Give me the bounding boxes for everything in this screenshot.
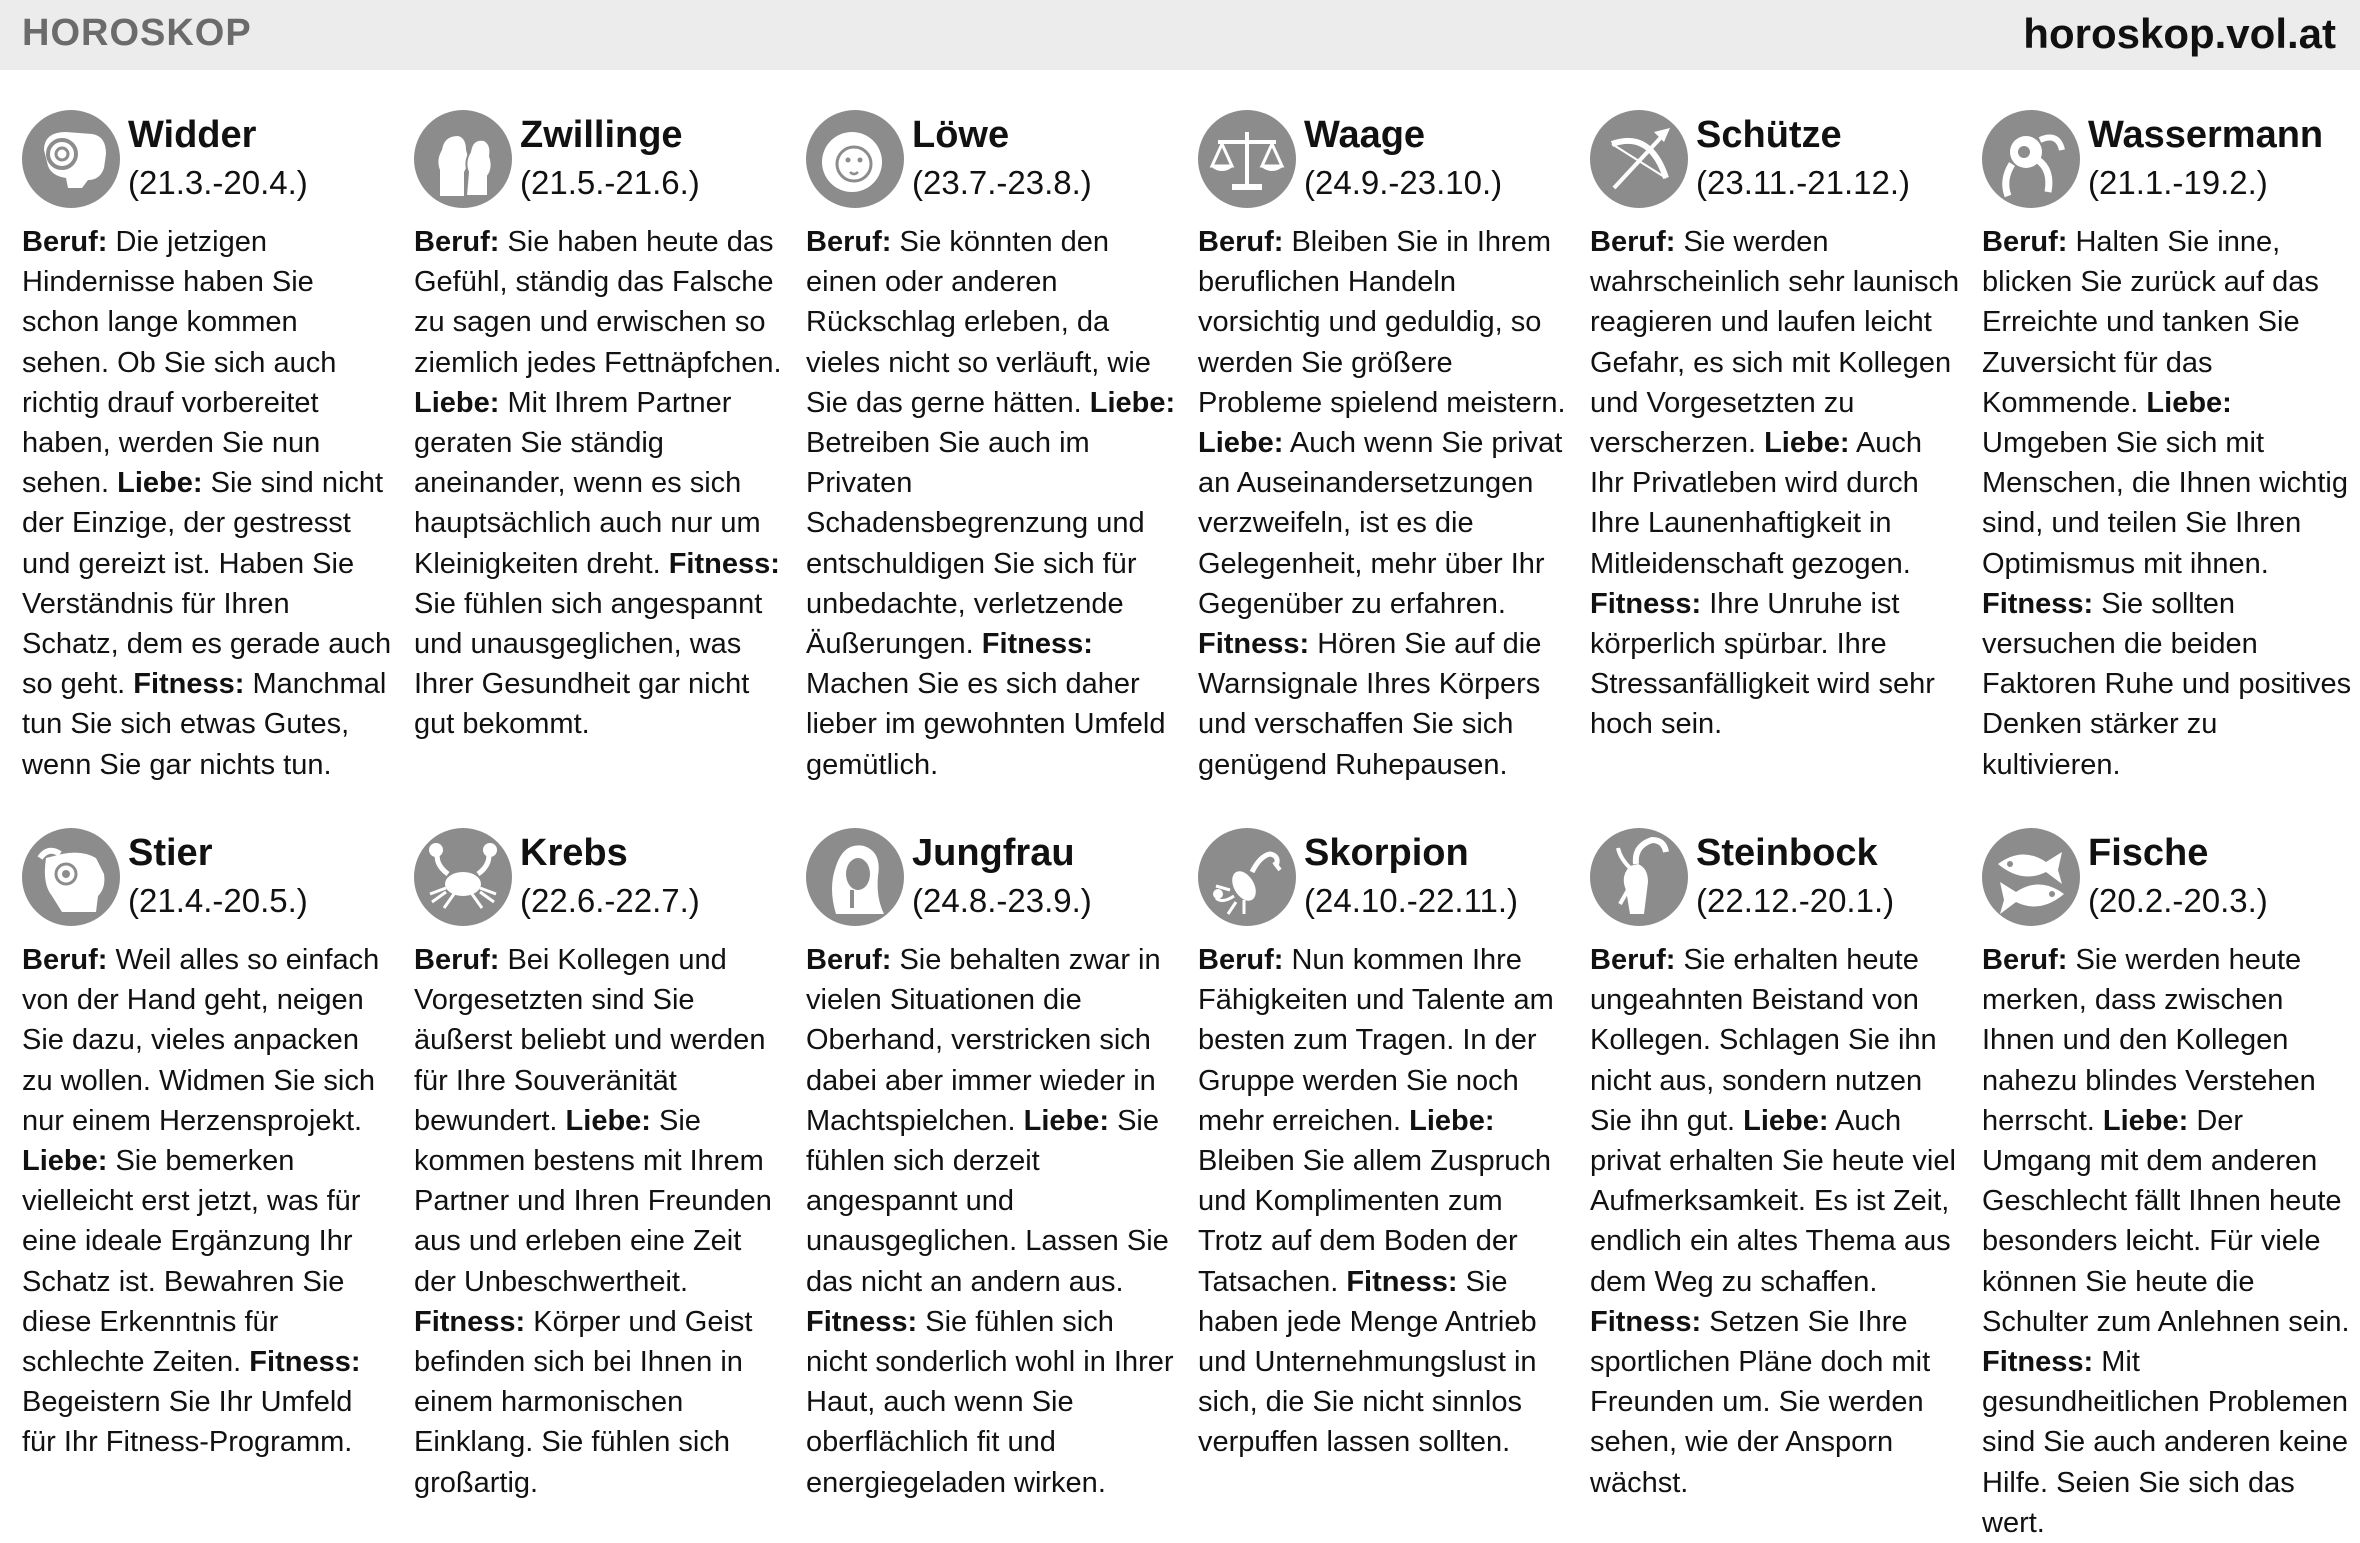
sign-text xyxy=(22,940,392,1463)
fitness-label: Fitness: xyxy=(133,668,245,701)
sign-name: Jungfrau xyxy=(912,832,1075,874)
liebe-label: Liebe: xyxy=(1198,427,1284,460)
liebe-text: Auch wenn Sie privat an Auseinandersetzungen verzweifeln, ist es die Gelegenheit, mehr über Ihr Gegenüber zu erfahren. xyxy=(1198,427,1563,620)
bull-icon xyxy=(22,828,120,926)
sign-dates: (22.12.-20.1.) xyxy=(1696,882,1895,919)
sign-card-steinbock xyxy=(1590,828,1960,1503)
sign-text xyxy=(414,222,784,745)
sign-card-skorpion xyxy=(1198,828,1568,1463)
beruf-label: Beruf: xyxy=(806,226,892,258)
sign-name: Stier xyxy=(128,832,213,874)
liebe-text: Mit Ihrem Partner geraten Sie ständig aneinander, wenn es sich hauptsächlich auch nur um Kleinigkeiten dreht. xyxy=(414,386,761,580)
crab-icon xyxy=(414,828,512,926)
scales-icon xyxy=(1198,110,1296,208)
fitness-label: Fitness: xyxy=(1590,587,1702,620)
fitness-text: Setzen Sie Ihre sportlichen Pläne doch mit Freunden um. Sie werden sehen, wie der Ansporn wächst. xyxy=(1590,1305,1931,1499)
beruf-label: Beruf: xyxy=(1590,944,1676,976)
beruf-text: Sie könnten den einen oder anderen Rückschlag erleben, da vieles nicht so verläuft, wie Sie das gerne hätten. xyxy=(806,226,1151,419)
sign-text xyxy=(1198,222,1568,785)
lion-icon xyxy=(806,110,904,208)
fitness-text: Manchmal tun Sie sich etwas Gutes, wenn Sie gar nichts tun. xyxy=(22,668,387,781)
twins-icon xyxy=(414,110,512,208)
fitness-label: Fitness: xyxy=(249,1346,361,1379)
liebe-label: Liebe: xyxy=(1764,427,1850,460)
sign-card-wassermann xyxy=(1982,110,2352,785)
sign-text xyxy=(22,222,392,785)
liebe-label: Liebe: xyxy=(414,386,500,419)
fitness-label: Fitness: xyxy=(1982,1346,2094,1379)
beruf-label: Beruf: xyxy=(1590,226,1676,258)
scorpion-icon xyxy=(1198,828,1296,926)
fitness-text: Ihre Unruhe ist körperlich spürbar. Ihre Stressanfälligkeit wird sehr hoch sein. xyxy=(1590,587,1935,741)
liebe-label: Liebe: xyxy=(1023,1104,1110,1137)
site-link[interactable]: horoskop.vol.at xyxy=(2023,10,2336,57)
sign-name: Steinbock xyxy=(1696,832,1878,874)
sign-text xyxy=(414,940,784,1503)
beruf-text: Sie werden heute merken, dass zwischen Ihnen und den Kollegen nahezu blindes Verstehen herrscht. xyxy=(1982,944,2316,1137)
sign-dates: (21.3.-20.4.) xyxy=(128,164,308,201)
liebe-text: Sie bemerken vielleicht erst jetzt, was für eine ideale Ergänzung Ihr Schatz ist. Bewahren Sie diese Erkenntnis für schlechte Zeiten. xyxy=(22,1145,361,1379)
sign-text xyxy=(1982,940,2352,1543)
liebe-text: Sie fühlen sich derzeit angespannt und unausgeglichen. Lassen Sie das nicht an andern aus. xyxy=(806,1104,1169,1298)
liebe-label: Liebe: xyxy=(117,467,203,500)
liebe-label: Liebe: xyxy=(1743,1104,1829,1137)
fitness-label: Fitness: xyxy=(414,1305,526,1338)
sign-dates: (24.10.-22.11.) xyxy=(1304,882,1519,919)
fitness-label: Fitness: xyxy=(668,547,780,580)
sign-text xyxy=(1982,222,2352,785)
beruf-text: Die jetzigen Hindernisse haben Sie schon lange kommen sehen. Ob Sie sich auch richtig drauf vorbereitet haben, werden Sie nun sehen. xyxy=(22,226,337,500)
virgin-icon xyxy=(806,828,904,926)
fish-icon xyxy=(1982,828,2080,926)
liebe-text: Auch Ihr Privatleben wird durch Ihre Launenhaftigkeit in Mitleidenschaft gezogen. xyxy=(1590,427,1923,580)
beruf-label: Beruf: xyxy=(414,226,500,258)
sign-name: Schütze xyxy=(1696,114,1842,156)
sign-name: Löwe xyxy=(912,114,1010,156)
sign-text xyxy=(806,940,1176,1503)
sign-card-jungfrau xyxy=(806,828,1176,1503)
beruf-text: Sie werden wahrscheinlich sehr launisch reagieren und laufen leicht Gefahr, es sich mit Kollegen und Vorgesetzten zu verscherzen. xyxy=(1590,226,1960,460)
sign-dates: (21.5.-21.6.) xyxy=(520,164,700,201)
sign-card-loewe xyxy=(806,110,1176,785)
sign-text xyxy=(1590,222,1960,745)
sign-card-zwillinge xyxy=(414,110,784,745)
fitness-text: Mit gesundheitlichen Problemen sind Sie auch anderen keine Hilfe. Seien Sie sich das wert. xyxy=(1982,1346,2348,1539)
sign-card-schuetze xyxy=(1590,110,1960,745)
sign-dates: (21.4.-20.5.) xyxy=(128,882,308,919)
fitness-label: Fitness: xyxy=(981,628,1093,661)
beruf-text: Halten Sie inne, blicken Sie zurück auf das Erreichte und tanken Sie Zuversicht für das Kommende. xyxy=(1982,226,2319,419)
beruf-label: Beruf: xyxy=(414,944,500,976)
liebe-label: Liebe: xyxy=(22,1145,108,1178)
beruf-label: Beruf: xyxy=(1982,944,2068,976)
sign-card-fische xyxy=(1982,828,2352,1543)
liebe-text: Der Umgang mit dem anderen Geschlecht fällt Ihnen heute besonders leicht. Für viele können Sie heute die Schulter zum Anlehnen sein. xyxy=(1982,1104,2350,1338)
beruf-label: Beruf: xyxy=(806,944,892,976)
sign-dates: (20.2.-20.3.) xyxy=(2088,882,2268,919)
liebe-label: Liebe: xyxy=(1089,386,1176,419)
sign-name: Krebs xyxy=(520,832,628,874)
goat-icon xyxy=(1590,828,1688,926)
bow-arrow-icon xyxy=(1590,110,1688,208)
beruf-text: Bleiben Sie in Ihrem beruflichen Handeln vorsichtig und geduldig, so werden Sie größere Probleme spielend meistern. xyxy=(1198,226,1566,419)
sign-name: Wassermann xyxy=(2088,114,2324,156)
section-title: HOROSKOP xyxy=(22,12,252,54)
sign-text xyxy=(1590,940,1960,1503)
fitness-text: Körper und Geist befinden sich bei Ihnen in einem harmonischen Einklang. Sie fühlen sich großartig. xyxy=(414,1305,753,1499)
beruf-text: Bei Kollegen und Vorgesetzten sind Sie äußerst beliebt und werden für Ihre Souveränität bewundert. xyxy=(414,944,766,1137)
beruf-label: Beruf: xyxy=(1198,226,1284,258)
fitness-label: Fitness: xyxy=(1198,628,1310,661)
liebe-label: Liebe: xyxy=(2102,1104,2189,1137)
sign-dates: (23.7.-23.8.) xyxy=(912,164,1092,201)
sign-text xyxy=(1198,940,1568,1463)
beruf-label: Beruf: xyxy=(1982,226,2068,258)
fitness-text: Begeistern Sie Ihr Umfeld für Ihr Fitness-Programm. xyxy=(22,1386,353,1459)
fitness-text: Machen Sie es sich daher lieber im gewohnten Umfeld gemütlich. xyxy=(806,668,1166,781)
sign-text xyxy=(806,222,1176,785)
sign-card-stier xyxy=(22,828,392,1463)
liebe-label: Liebe: xyxy=(2146,386,2232,419)
liebe-text: Sie kommen bestens mit Ihrem Partner und Ihren Freunden aus und erleben eine Zeit der Unbeschwertheit. xyxy=(414,1104,772,1298)
beruf-label: Beruf: xyxy=(22,944,108,976)
beruf-text: Nun kommen Ihre Fähigkeiten und Talente am besten zum Tragen. In der Gruppe werden Sie noch mehr erreichen. xyxy=(1198,944,1554,1137)
fitness-label: Fitness: xyxy=(1590,1305,1702,1338)
liebe-label: Liebe: xyxy=(1409,1104,1495,1137)
sign-dates: (21.1.-19.2.) xyxy=(2088,164,2268,201)
header-bar xyxy=(0,0,2360,70)
fitness-text: Sie fühlen sich nicht sonderlich wohl in Ihrer Haut, auch wenn Sie oberflächlich fit und energiegeladen wirken. xyxy=(806,1305,1174,1499)
beruf-text: Sie erhalten heute ungeahnten Beistand von Kollegen. Schlagen Sie ihn nicht aus, sondern nutzen Sie ihn gut. xyxy=(1590,944,1937,1137)
fitness-label: Fitness: xyxy=(1982,587,2094,620)
fitness-text: Hören Sie auf die Warnsignale Ihres Körpers und verschaffen Sie sich genügend Ruhepausen. xyxy=(1198,628,1542,781)
beruf-label: Beruf: xyxy=(22,226,108,258)
beruf-text: Weil alles so einfach von der Hand geht, neigen Sie dazu, vieles anpacken zu wollen. Widmen Sie sich nur einem Herzensprojekt. xyxy=(22,944,380,1137)
fitness-text: Sie haben jede Menge Antrieb und Unternehmungslust in sich, die Sie nicht sinnlos verpuffen lassen sollten. xyxy=(1198,1265,1537,1459)
sign-dates: (24.8.-23.9.) xyxy=(912,882,1092,919)
liebe-text: Umgeben Sie sich mit Menschen, die Ihnen wichtig sind, und teilen Sie Ihren Optimismus mit ihnen. xyxy=(1982,427,2348,580)
liebe-text: Sie sind nicht der Einzige, der gestresst und gereizt ist. Haben Sie Verständnis für Ihren Schatz, dem es gerade auch so geht. xyxy=(22,467,392,701)
sign-card-krebs xyxy=(414,828,784,1503)
liebe-label: Liebe: xyxy=(565,1104,651,1137)
water-bearer-icon xyxy=(1982,110,2080,208)
liebe-text: Betreiben Sie auch im Privaten Schadensbegrenzung und entschuldigen Sie sich für unbedachte, verletzende Äußerungen. xyxy=(806,427,1145,661)
sign-name: Waage xyxy=(1304,114,1426,156)
sign-name: Fische xyxy=(2088,832,2209,874)
liebe-text: Bleiben Sie allem Zuspruch und Komplimenten zum Trotz auf dem Boden der Tatsachen. xyxy=(1198,1145,1552,1298)
beruf-text: Sie behalten zwar in vielen Situationen die Oberhand, verstricken sich dabei aber immer wieder in Machtspielchen. xyxy=(806,944,1161,1137)
ram-icon xyxy=(22,110,120,208)
sign-dates: (24.9.-23.10.) xyxy=(1304,164,1503,201)
fitness-text: Sie sollten versuchen die beiden Faktoren Ruhe und positives Denken stärker zu kultivieren. xyxy=(1982,587,2352,781)
sign-card-widder xyxy=(22,110,392,785)
sign-dates: (22.6.-22.7.) xyxy=(520,882,700,919)
sign-dates: (23.11.-21.12.) xyxy=(1696,164,1911,201)
fitness-label: Fitness: xyxy=(806,1305,918,1338)
liebe-text: Auch privat erhalten Sie heute viel Aufmerksamkeit. Es ist Zeit, endlich ein altes Thema aus dem Weg zu schaffen. xyxy=(1590,1104,1956,1298)
sign-name: Widder xyxy=(128,114,257,156)
sign-name: Zwillinge xyxy=(520,114,683,156)
beruf-text: Sie haben heute das Gefühl, ständig das Falsche zu sagen und erwischen so ziemlich jedes Fettnäpfchen. xyxy=(414,226,782,379)
sign-card-waage xyxy=(1198,110,1568,785)
fitness-label: Fitness: xyxy=(1346,1265,1458,1298)
sign-name: Skorpion xyxy=(1304,832,1469,874)
beruf-label: Beruf: xyxy=(1198,944,1284,976)
fitness-text: Sie fühlen sich angespannt und unausgeglichen, was Ihrer Gesundheit gar nicht gut bekommt. xyxy=(414,587,763,741)
